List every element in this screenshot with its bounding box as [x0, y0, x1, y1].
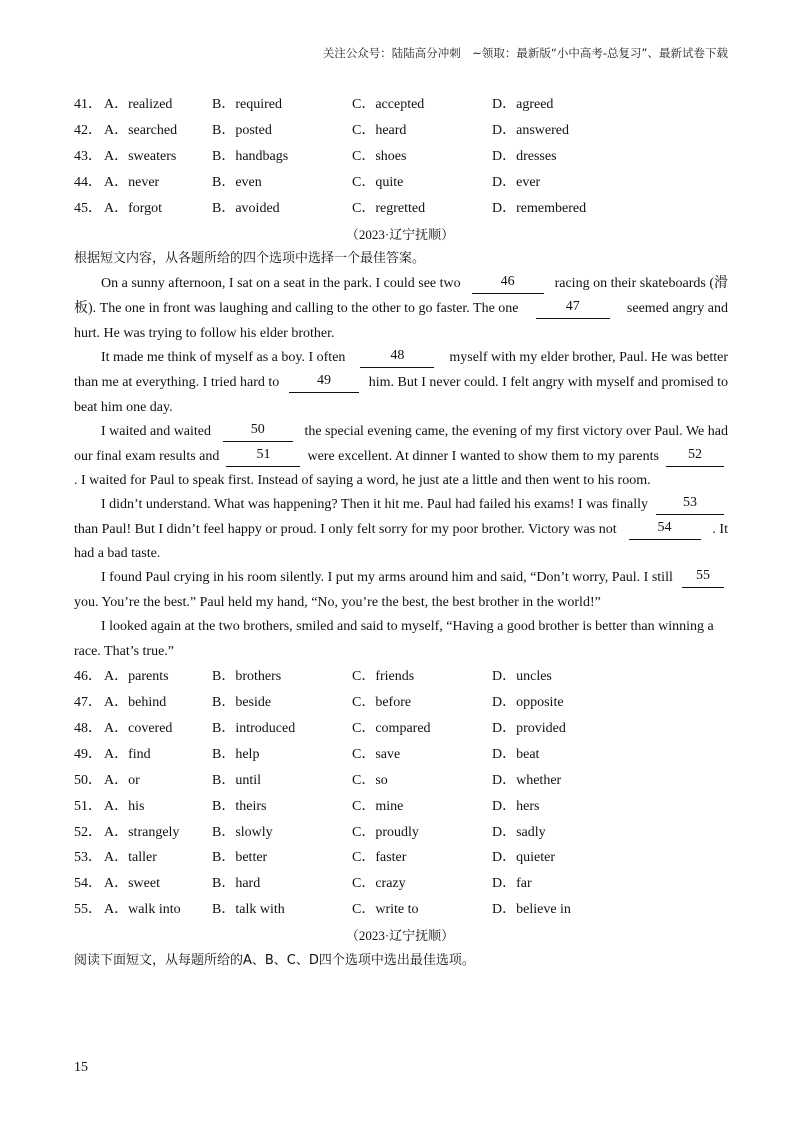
question-number: 42．: [74, 123, 102, 138]
blank-49: 49: [289, 373, 359, 393]
question-row-49: [74, 745, 734, 765]
text: I found Paul crying in his room silently. I put my arms around him and said, “Don’t worry, Paul. I still: [101, 570, 673, 585]
question-row-46: [74, 667, 734, 687]
text: . It: [712, 522, 728, 537]
text: the special evening came, the evening of my first victory over Paul. We had: [304, 424, 728, 439]
text: I waited and waited: [101, 424, 212, 439]
passage-line: [74, 398, 728, 418]
passage-line: [74, 471, 728, 491]
option-a: A．parents: [104, 669, 169, 684]
option-c: C．before: [352, 695, 412, 710]
option-b: B．required: [212, 97, 282, 112]
text: him. But I never could. I felt angry with myself and promised to: [368, 375, 728, 390]
text: seemed angry and: [626, 301, 728, 316]
passage-line: [74, 299, 728, 319]
option-c: C．write to: [352, 902, 419, 917]
passage-line: [74, 324, 728, 344]
blank-55: 55: [682, 568, 724, 588]
text: hurt. He was trying to follow his elder brother.: [74, 326, 335, 341]
option-c: C．faster: [352, 850, 407, 865]
option-c: C．so: [352, 773, 388, 788]
option-c: C．proudly: [352, 825, 419, 840]
option-a: A．walk into: [104, 902, 181, 917]
source-label: （2023·辽宁抚顺）: [345, 227, 455, 242]
option-d: D．sadly: [492, 825, 546, 840]
option-a: A．searched: [104, 123, 178, 138]
text: racing on their skateboards (滑: [554, 276, 728, 291]
passage-line: [74, 373, 728, 393]
text: It made me think of myself as a boy. I often: [101, 350, 346, 365]
passage-line: [101, 422, 728, 442]
text: I didn’t understand. What was happening? Then it hit me. Paul had failed his exams! I was finally: [101, 497, 649, 512]
option-a: A．covered: [104, 721, 173, 736]
question-number: 50．: [74, 773, 102, 788]
blank-50: 50: [223, 422, 293, 442]
question-row-51: [74, 797, 734, 817]
option-d: D．answered: [492, 123, 569, 138]
passage-line: [101, 348, 728, 368]
option-c: C．mine: [352, 799, 404, 814]
question-number: 51．: [74, 799, 102, 814]
option-d: D．believe in: [492, 902, 571, 917]
option-b: B．beside: [212, 695, 272, 710]
option-d: D．beat: [492, 747, 540, 762]
option-d: D．hers: [492, 799, 540, 814]
passage-line: [74, 593, 728, 613]
question-row-44: [74, 173, 734, 193]
option-d: D．ever: [492, 175, 541, 190]
option-a: A．sweaters: [104, 149, 177, 164]
option-c: C．save: [352, 747, 401, 762]
option-b: B．avoided: [212, 201, 280, 216]
text: beat him one day.: [74, 400, 173, 415]
text: were excellent. At dinner I wanted to show them to my parents: [307, 449, 659, 464]
option-c: C．friends: [352, 669, 415, 684]
option-a: A．never: [104, 175, 160, 190]
blank-54: 54: [629, 520, 701, 540]
option-b: B．handbags: [212, 149, 289, 164]
option-d: D．quieter: [492, 850, 555, 865]
question-row-48: [74, 719, 734, 739]
option-b: B．until: [212, 773, 262, 788]
option-c: C．quite: [352, 175, 404, 190]
option-a: A．find: [104, 747, 151, 762]
option-b: B．theirs: [212, 799, 267, 814]
instruction: 阅读下面短文，从每题所给的A、B、C、D四个选项中选出最佳选项。: [74, 953, 475, 968]
blank-47: 47: [536, 299, 610, 319]
option-c: C．regretted: [352, 201, 426, 216]
passage-line: [101, 617, 728, 637]
blank-51: 51: [226, 447, 300, 467]
option-a: A．taller: [104, 850, 157, 865]
option-a: A．or: [104, 773, 140, 788]
option-c: C．accepted: [352, 97, 425, 112]
question-number: 47．: [74, 695, 102, 710]
option-b: B．brothers: [212, 669, 282, 684]
option-c: C．crazy: [352, 876, 406, 891]
text: our final exam results and: [74, 449, 220, 464]
question-row-53: [74, 848, 734, 868]
text: race. That’s true.”: [74, 644, 175, 659]
option-b: B．help: [212, 747, 260, 762]
text: On a sunny afternoon, I sat on a seat in the park. I could see two: [101, 276, 461, 291]
question-number: 55．: [74, 902, 102, 917]
text: I looked again at the two brothers, smiled and said to myself, “Having a good brother is better than winning a: [101, 619, 714, 634]
question-number: 49．: [74, 747, 102, 762]
option-c: C．shoes: [352, 149, 407, 164]
option-d: D．remembered: [492, 201, 587, 216]
text: had a bad taste.: [74, 546, 161, 561]
option-d: D．agreed: [492, 97, 554, 112]
question-row-42: [74, 121, 734, 141]
option-a: A．behind: [104, 695, 167, 710]
option-a: A．forgot: [104, 201, 163, 216]
option-d: D．opposite: [492, 695, 564, 710]
question-number: 48．: [74, 721, 102, 736]
blank-48: 48: [360, 348, 434, 368]
blank-46: 46: [472, 274, 544, 294]
passage-line: [74, 520, 728, 540]
question-row-43: [74, 147, 734, 167]
text: . I waited for Paul to speak first. Instead of saying a word, he just ate a little and then went to his room.: [74, 473, 651, 488]
option-a: A．realized: [104, 97, 173, 112]
option-d: D．uncles: [492, 669, 552, 684]
question-row-52: [74, 823, 734, 843]
question-row-41: [74, 95, 734, 115]
option-d: D．provided: [492, 721, 566, 736]
question-row-45: [74, 199, 734, 219]
passage-line: [74, 544, 728, 564]
question-row-50: [74, 771, 734, 791]
question-number: 43．: [74, 149, 102, 164]
option-a: A．strangely: [104, 825, 180, 840]
option-c: C．compared: [352, 721, 431, 736]
page-number: 15: [74, 1060, 88, 1075]
question-number: 54．: [74, 876, 102, 891]
question-number: 52．: [74, 825, 102, 840]
question-number: 46．: [74, 669, 102, 684]
instruction: 根据短文内容，从各题所给的四个选项中选择一个最佳答案。: [74, 251, 426, 266]
question-number: 41．: [74, 97, 102, 112]
passage-line: [101, 274, 728, 294]
blank-53: 53: [656, 495, 724, 515]
source-label: （2023·辽宁抚顺）: [345, 928, 455, 943]
passage-line: [74, 447, 728, 467]
blank-52: 52: [666, 447, 724, 467]
text: myself with my elder brother, Paul. He was better: [449, 350, 728, 365]
question-row-54: [74, 874, 734, 894]
option-a: A．his: [104, 799, 145, 814]
question-row-47: [74, 693, 734, 713]
option-b: B．posted: [212, 123, 272, 138]
option-c: C．heard: [352, 123, 407, 138]
option-b: B．talk with: [212, 902, 285, 917]
option-b: B．better: [212, 850, 268, 865]
option-b: B．even: [212, 175, 262, 190]
question-number: 53．: [74, 850, 102, 865]
text: than me at everything. I tried hard to: [74, 375, 280, 390]
question-row-55: [74, 900, 734, 920]
question-number: 44．: [74, 175, 102, 190]
option-d: D．far: [492, 876, 532, 891]
passage-line: [101, 568, 728, 588]
option-d: D．whether: [492, 773, 562, 788]
option-b: B．slowly: [212, 825, 273, 840]
page-header: 关注公众号：陆陆高分冲刺 ~领取：最新版“小中高考-总复习”、最新试卷下载: [322, 46, 728, 60]
text: than Paul! But I didn’t feel happy or proud. I only felt sorry for my poor brother. Victory was not: [74, 522, 617, 537]
passage-line: [74, 642, 728, 662]
option-b: B．hard: [212, 876, 261, 891]
question-number: 45．: [74, 201, 102, 216]
option-b: B．introduced: [212, 721, 296, 736]
option-a: A．sweet: [104, 876, 160, 891]
text: you. You’re the best.” Paul held my hand, “No, you’re the best, the best brother in the world!”: [74, 595, 601, 610]
passage-line: [101, 495, 728, 515]
text: 板). The one in front was laughing and calling to the other to go faster. The one: [74, 301, 519, 316]
option-d: D．dresses: [492, 149, 557, 164]
